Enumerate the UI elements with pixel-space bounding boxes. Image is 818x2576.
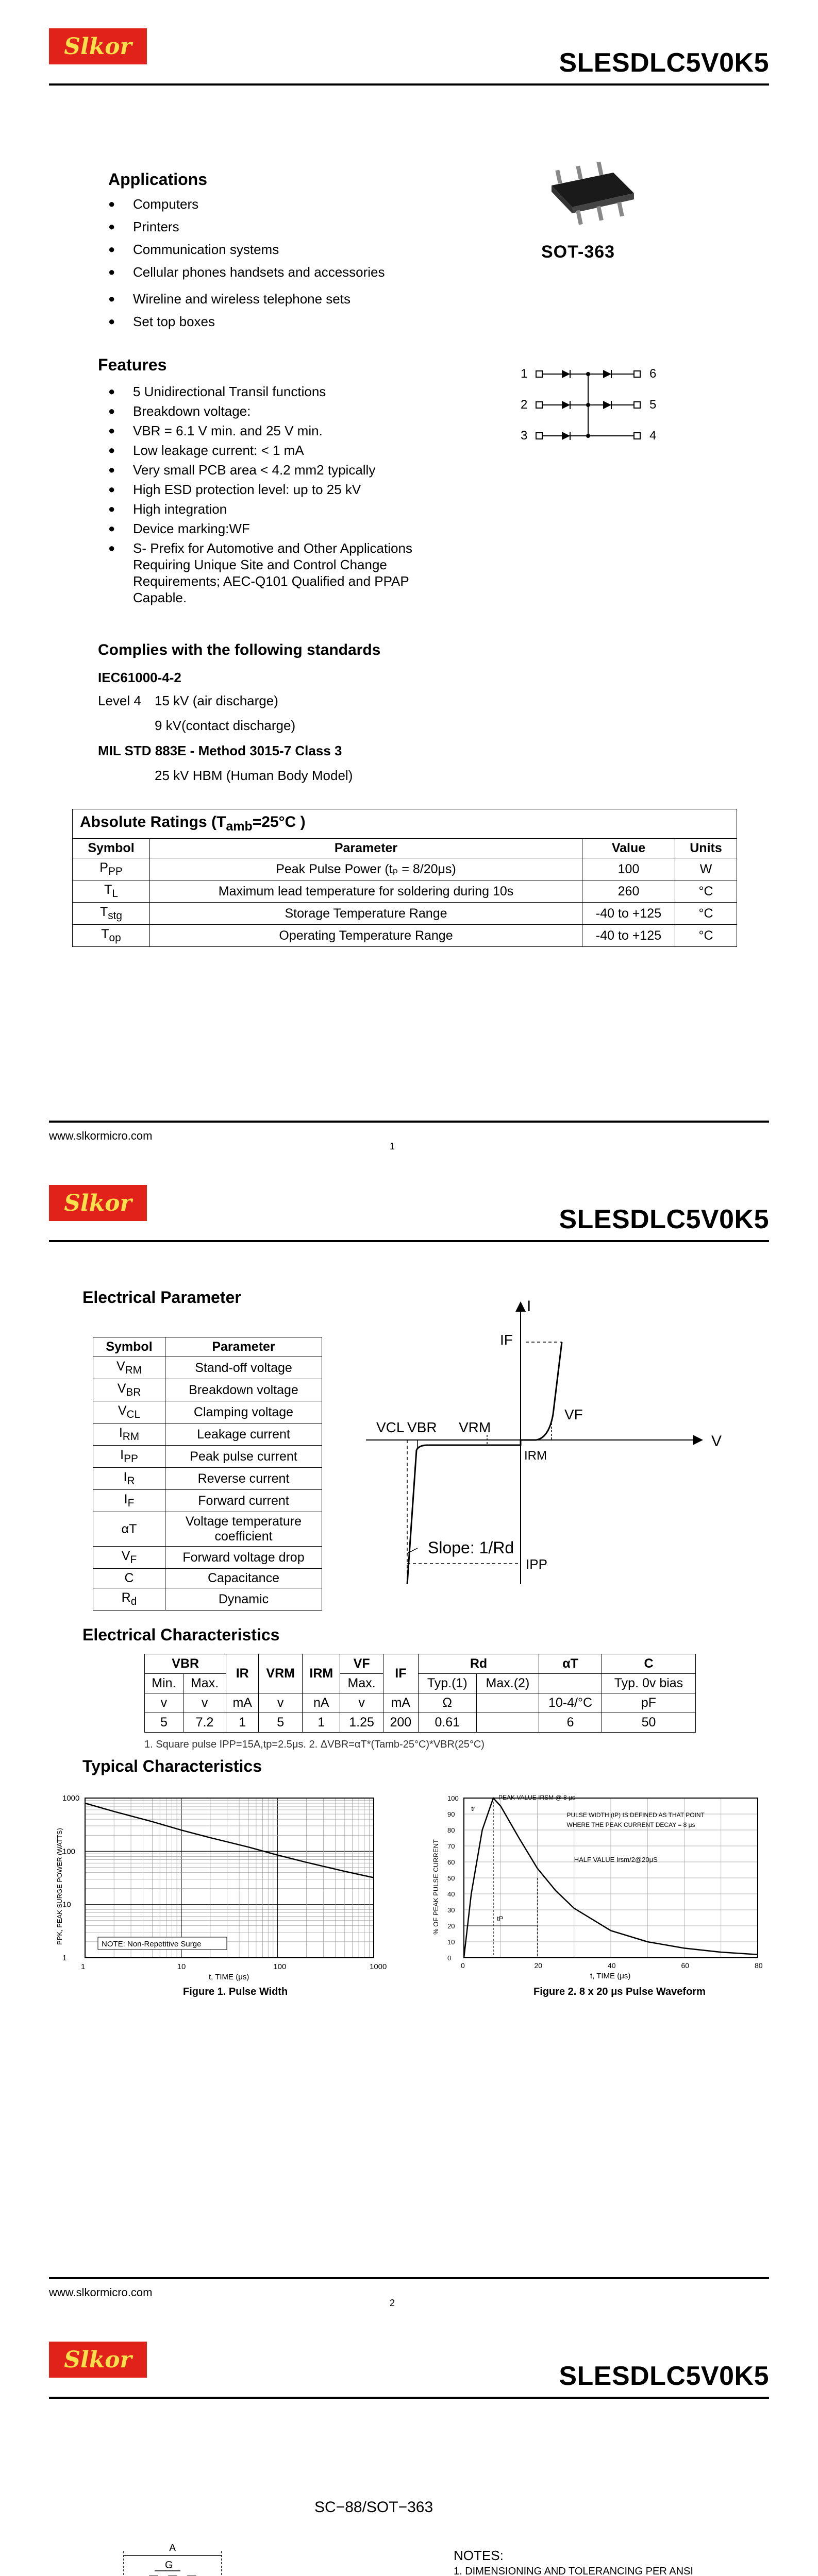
list-item: ● 5 Unidirectional Transil functions [103,383,474,400]
table-row: $P_{PP}$ Peak Pulse Power (tₚ = 8/20μs) 100 W [73,858,737,880]
page-number: 1 [390,1141,395,1151]
mil-standard: MIL STD 883E - Method 3015-7 Class 3 [98,743,342,758]
pin-label: 5 [649,398,657,412]
y-tick-label: 10 [62,1900,71,1909]
header-divider [49,2397,769,2399]
iv-curve-diagram [356,1296,763,1600]
dim-a-label: A [169,2543,176,2554]
brand-logo: Slkor [49,2342,147,2378]
pin-label: 2 [521,398,528,412]
standards-title: Complies with the following standards [98,641,381,658]
table-row: $T_L$ Maximum lead temperature for soldering during 10s 260 °C [73,880,737,903]
pin-label: 4 [649,429,657,443]
axis-v-label: V [711,1433,722,1450]
y-tick-label: 10 [447,1938,455,1946]
page-1 [0,0,818,1157]
table-row: $I_F$ Forward current [93,1490,322,1512]
s-prefix-line: ● S- Prefix for Automotive and Other Applications [133,540,412,556]
list-item: ● VBR = 6.1 V min. and 25 V min. [103,422,474,439]
list-item: ● Computers [103,196,464,212]
package-top-view [77,2540,366,2576]
pin-label: 1 [521,367,528,381]
y-tick-label: 1000 [62,1794,80,1803]
list-item: ● Set top boxes [103,313,464,330]
x-tick-label: 10 [177,1962,186,1971]
plot-frame [85,1798,374,1958]
contact-discharge: 9 kV(contact discharge) [155,718,296,733]
page-2 [0,1157,818,2313]
table-header-row: Min. Max. Max. Typ.(1) Max.(2) Typ. 0v bias [145,1674,696,1693]
table-row: $V_F$ Forward voltage drop [93,1547,322,1569]
package-label: SOT-363 [541,242,615,262]
x-tick-label: 80 [755,1961,763,1970]
footer-divider [49,2277,769,2279]
dim-g-label: G [165,2560,173,2571]
table-header-row: VBR IR VRM IRM VF IF Rd αT C [145,1654,696,1674]
parameter-table [93,1337,322,1611]
s-prefix-line: Requiring Unique Site and Control Change [133,557,387,572]
header-divider [49,1240,769,1242]
table-row: $V_{RM}$ Stand-off voltage [93,1357,322,1379]
x-tick-label: 60 [681,1961,690,1970]
vcl-label: VCL [376,1419,405,1435]
notes-title: NOTES: [454,2548,504,2563]
pulse-width-chart [46,1785,428,2012]
table-row: $I_R$ Reverse current [93,1468,322,1490]
electrical-characteristics-table [144,1654,696,1733]
footer-url[interactable]: www.slkormicro.com [49,1129,153,1142]
definition-annotation: WHERE THE PEAK CURRENT DECAY = 8 μs [566,1821,695,1828]
list-item: ● High ESD protection level: up to 25 kV [103,481,474,498]
note-line: 1. DIMENSIONING AND TOLERANCING PER ANSI [454,2566,693,2576]
y-axis-label: PPK, PEAK SURGE POWER (WATTS) [56,1828,63,1945]
features-title: Features [98,355,167,374]
pulse-waveform-chart [428,1785,778,2012]
table-row: $V_{CL}$ Clamping voltage [93,1401,322,1423]
x-tick-label: 0 [461,1961,465,1970]
chart-title: Figure 1. Pulse Width [183,1986,288,1997]
s-prefix-line: Requirements; AEC-Q101 Qualified and PPAP [133,573,409,589]
list-item: ● Communication systems [103,241,464,258]
y-tick-label: 70 [447,1842,455,1850]
level-label: Level 4 [98,693,141,708]
x-tick-label: 1000 [370,1962,387,1971]
axis-i-label: I [527,1298,531,1315]
list-item: ● Device marking:WF [103,520,474,537]
table-row: $R_d$ Dynamic [93,1588,322,1611]
y-tick-label: 80 [447,1826,455,1834]
table-row: v v mA v nA v mA Ω 10-4/°C pF [145,1693,696,1713]
data-line [85,1803,374,1877]
table-row: 5 7.2 1 5 1 1.25 200 0.61 6 50 [145,1713,696,1733]
tr-label: tr [471,1804,476,1812]
air-discharge: 15 kV (air discharge) [155,693,278,708]
typical-characteristics-title: Typical Characteristics [82,1757,262,1775]
brand-logo: Slkor [49,28,147,64]
abs-ratings-title: Absolute Ratings ($T_{amb}=25^\circ C$ ) [73,809,737,839]
y-axis-label: % OF PEAK PULSE CURRENT [432,1839,440,1935]
sot363-package-image [536,160,644,237]
footer-url[interactable]: www.slkormicro.com [49,2286,153,2299]
s-prefix-line: Capable. [133,590,187,605]
ipp-label: IPP [526,1556,547,1572]
x-tick-label: 40 [608,1961,616,1970]
list-item: ● Wireline and wireless telephone sets [103,291,464,307]
vrm-label: VRM [459,1419,491,1435]
y-tick-label: 90 [447,1810,455,1818]
table-row: $V_{BR}$ Breakdown voltage [93,1379,322,1401]
chart-note: NOTE: Non-Repetitive Surge [102,1940,202,1948]
vf-label: VF [564,1406,583,1422]
y-tick-label: 1 [62,1954,67,1962]
table-row: C Capacitance [93,1569,322,1588]
absolute-ratings-table [72,809,737,947]
page-3 [0,2313,818,2576]
if-label: IF [500,1332,513,1348]
table-row: $T_{op}$ Operating Temperature Range -40 to +125 °C [73,925,737,947]
footer-divider [49,1121,769,1123]
y-tick-label: 60 [447,1858,455,1866]
y-tick-label: 30 [447,1906,455,1914]
x-axis-label: t, TIME (μs) [590,1972,631,1980]
half-value-annotation: HALF VALUE Irsm/2@20μS [574,1856,658,1863]
table-row: αT Voltage temperature coefficient [93,1512,322,1547]
slope-label: Slope: 1/Rd [428,1538,514,1557]
header-divider [49,83,769,86]
vbr-label: VBR [407,1419,437,1435]
part-number: SLESDLC5V0K5 [559,1205,769,1234]
y-tick-label: 100 [447,1794,459,1802]
hbm-rating: 25 kV HBM (Human Body Model) [155,768,353,783]
x-tick-label: 100 [273,1962,287,1971]
list-item: ● High integration [103,501,474,517]
applications-title: Applications [108,170,208,189]
peak-annotation: PEAK VALUE IRSM @ 8 μs [498,1794,575,1801]
definition-annotation: PULSE WIDTH (tP) IS DEFINED AS THAT POINT [566,1811,705,1819]
brand-logo: Slkor [49,1185,147,1221]
tp-label: tP [497,1914,504,1923]
pin-diagram [515,361,670,448]
table-row: $I_{PP}$ Peak pulse current [93,1446,322,1468]
x-axis-label: t, TIME (μs) [209,1973,249,1981]
applications-list [103,196,464,336]
table-footnote: 1. Square pulse IPP=15A,tp=2.5μs. 2. ΔVBR=αT*(Tamb-25°C)*VBR(25°C) [144,1739,485,1750]
y-tick-label: 20 [447,1922,455,1930]
y-tick-label: 100 [62,1847,76,1856]
pin-label: 6 [649,367,657,381]
electrical-characteristics-title: Electrical Characteristics [82,1625,280,1644]
table-header-row: Symbol Parameter [93,1337,322,1357]
table-header-row: Symbol Parameter Value Units [73,839,737,858]
part-number: SLESDLC5V0K5 [559,2361,769,2391]
part-number: SLESDLC5V0K5 [559,48,769,78]
chart-title: Figure 2. 8 x 20 μs Pulse Waveform [533,1986,706,1997]
table-row: $T_{stg}$ Storage Temperature Range -40 to +125 °C [73,903,737,925]
features-list [103,383,474,609]
list-item: ● Cellular phones handsets and accessories [103,264,464,280]
list-item: ● Very small PCB area < 4.2 mm2 typically [103,462,474,478]
electrical-parameter-title: Electrical Parameter [82,1288,241,1307]
list-item: ● Low leakage current: < 1 mA [103,442,474,459]
y-tick-label: 0 [447,1954,452,1962]
y-tick-label: 40 [447,1890,455,1898]
x-tick-label: 1 [81,1962,86,1971]
iec-standard: IEC61000-4-2 [98,670,181,685]
list-item [103,540,474,606]
table-row: $I_{RM}$ Leakage current [93,1423,322,1446]
list-item: ● Breakdown voltage: [103,403,474,419]
pin-label: 3 [521,429,528,443]
y-tick-label: 50 [447,1874,455,1882]
irm-label: IRM [524,1449,547,1463]
list-item: ● Printers [103,218,464,235]
package-title: SC−88/SOT−363 [314,2499,433,2516]
x-tick-label: 20 [534,1961,543,1970]
page-number: 2 [390,2298,395,2308]
